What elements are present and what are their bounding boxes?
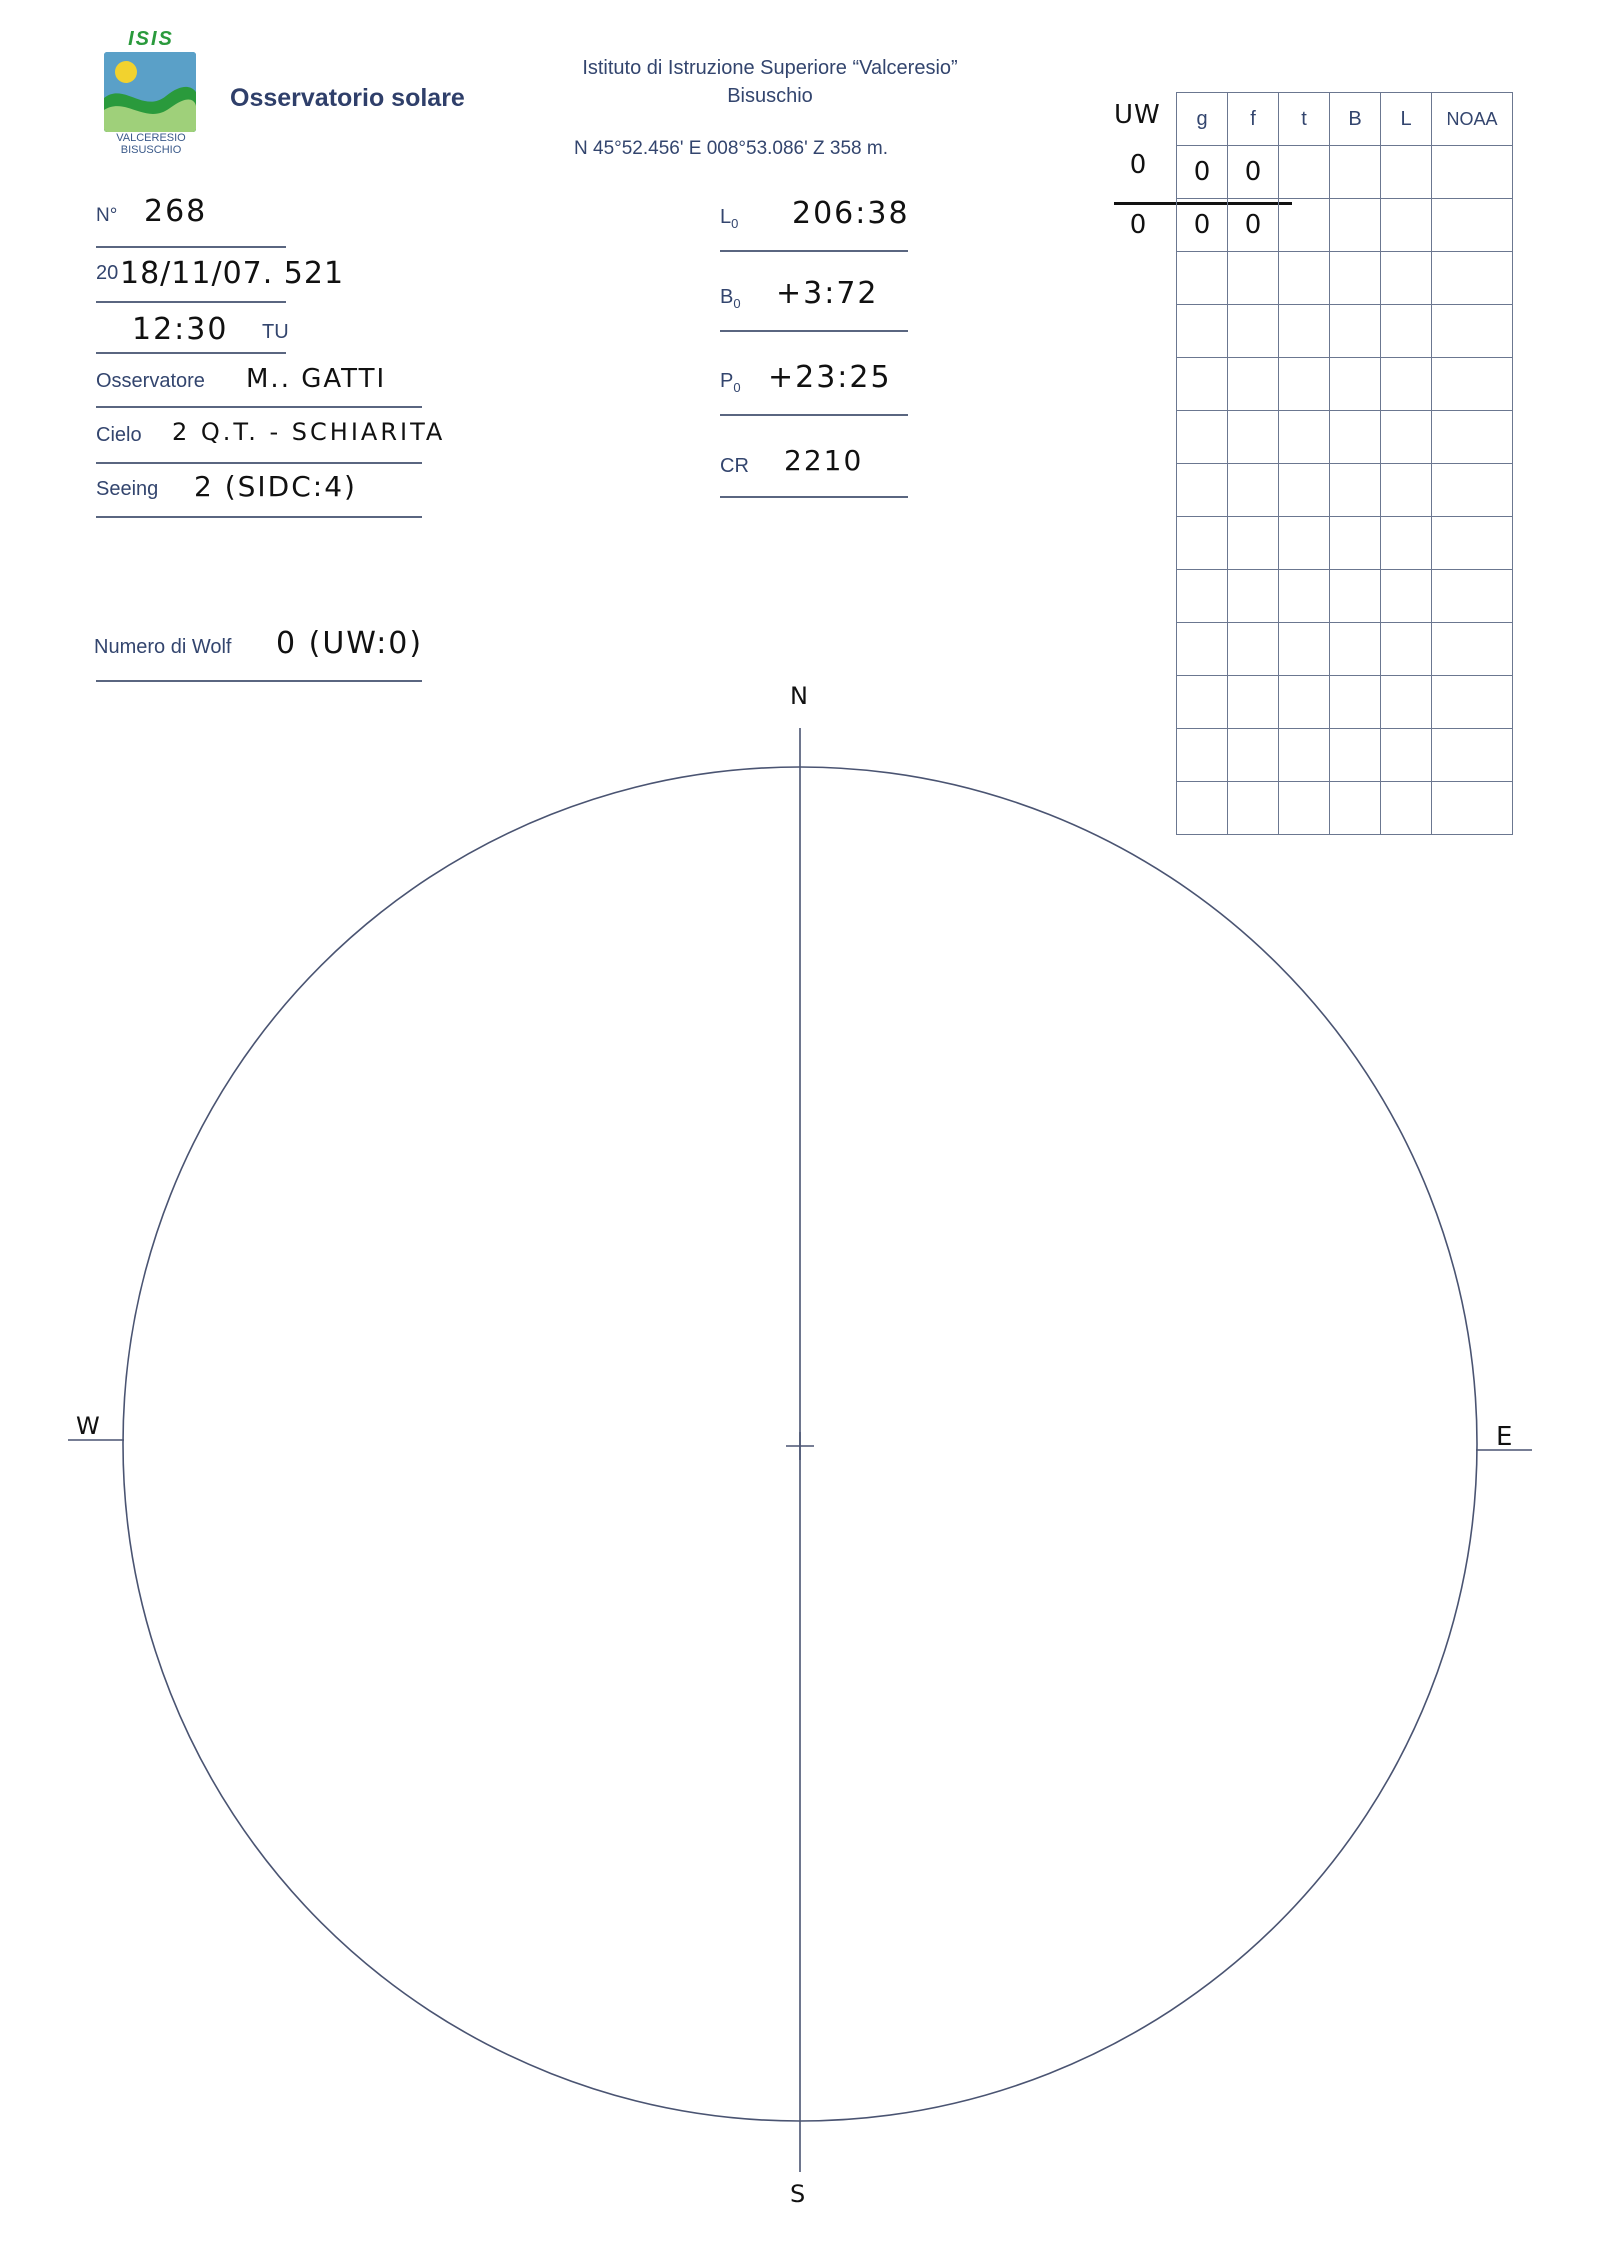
cr-label: CR (720, 455, 749, 477)
time-unit: TU (262, 321, 289, 343)
north-label: N (790, 682, 810, 710)
header-l: L (1381, 93, 1432, 146)
number-label: N° (96, 205, 118, 226)
date-value: 18/11/07. 521 (120, 256, 345, 291)
uw-value-2: 0 (1129, 210, 1147, 240)
time-value: 12:30 (132, 312, 229, 347)
uw-header: UW (1114, 100, 1161, 130)
east-label: E (1496, 1422, 1515, 1452)
institute-line1: Istituto di Istruzione Superiore “Valceresio” (582, 57, 958, 79)
date-prefix: 20 (96, 262, 119, 284)
table-cell: 0 (1228, 146, 1279, 199)
sky-value: 2 Q.T. - SCHIARITA (172, 418, 446, 446)
wolf-number-label: Numero di Wolf (94, 636, 232, 658)
b0-subscript: 0 (733, 296, 741, 311)
table-cell: 0 (1228, 199, 1279, 252)
l0-letter: L (720, 206, 732, 228)
logo-wordmark: ISIS (128, 28, 174, 50)
l0-value: 206:38 (792, 196, 910, 231)
header-f: f (1228, 93, 1279, 146)
header-t: t (1279, 93, 1330, 146)
seeing-value: 2 (SIDC:4) (194, 470, 357, 503)
seeing-label: Seeing (96, 478, 159, 500)
observer-label: Osservatore (96, 370, 205, 392)
institute-line2: Bisuschio (727, 85, 813, 107)
p0-letter: P (720, 370, 734, 392)
south-label: S (790, 2180, 808, 2208)
header-b: B (1330, 93, 1381, 146)
header-noaa: NOAA (1432, 93, 1513, 146)
west-label: W (76, 1412, 102, 1440)
wolf-number-value: 0 (UW:0) (276, 626, 424, 661)
b0-letter: B (720, 286, 734, 308)
observatory-title: Osservatorio solare (230, 84, 465, 112)
b0-value: +3:72 (776, 276, 879, 311)
logo-caption-line2: BISUSCHIO (120, 144, 182, 156)
logo-caption-line1: VALCERESIO (116, 132, 186, 144)
header-g: g (1177, 93, 1228, 146)
sky-label: Cielo (96, 424, 142, 446)
p0-subscript: 0 (733, 380, 741, 395)
number-value: 268 (144, 194, 208, 229)
p0-value: +23:25 (768, 360, 892, 395)
observer-value: M.. GATTI (246, 364, 387, 394)
l0-subscript: 0 (731, 216, 739, 231)
table-cell: 0 (1177, 199, 1228, 252)
uw-value-1: 0 (1129, 150, 1147, 180)
table-cell: 0 (1177, 146, 1228, 199)
site-coordinates: N 45°52.456' E 008°53.086' Z 358 m. (574, 138, 888, 159)
cr-value: 2210 (784, 444, 864, 477)
